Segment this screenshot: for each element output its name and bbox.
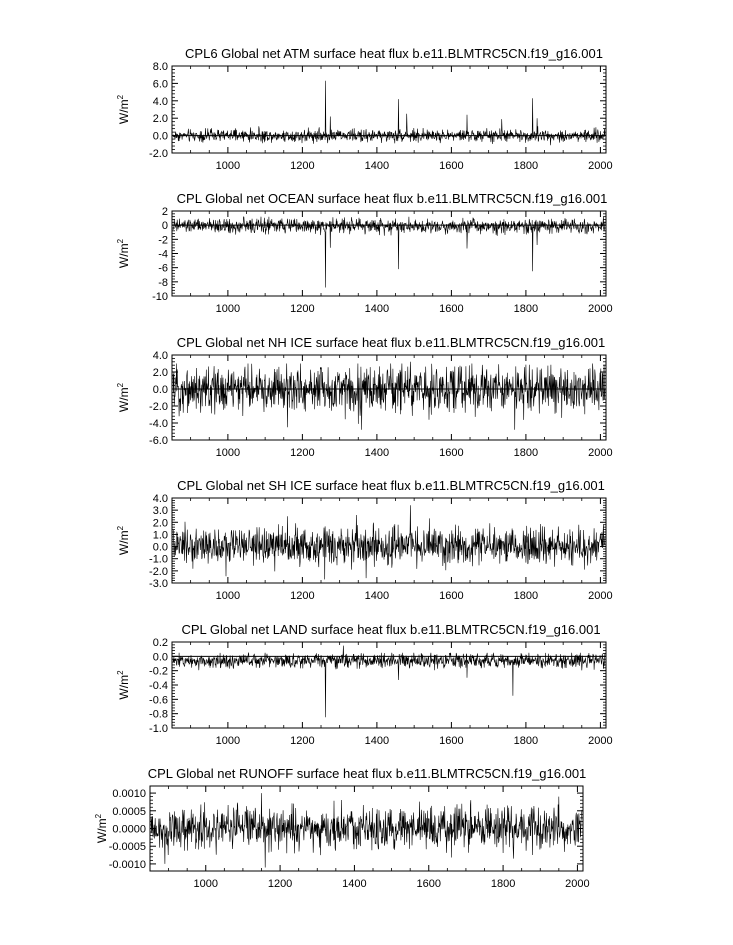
x-tick-label: 1200 <box>290 160 315 172</box>
y-tick-label: -2.0 <box>149 401 168 413</box>
x-tick-label: 1000 <box>215 735 241 747</box>
x-tick-label: 1600 <box>439 160 464 172</box>
panel-nh-ice <box>116 335 613 459</box>
y-tick-label: -0.6 <box>149 694 168 707</box>
y-tick-label: 0.0010 <box>112 788 146 801</box>
y-tick-labels <box>149 493 168 590</box>
x-tick-label: 2000 <box>588 447 613 459</box>
x-tick-label: 2000 <box>588 303 613 315</box>
y-tick-label: -0.2 <box>149 665 168 678</box>
y-tick-label: 4.0 <box>152 493 168 505</box>
x-tick-label: 1800 <box>513 590 539 602</box>
y-tick-label: 8.0 <box>152 61 168 73</box>
x-tick-label: 1400 <box>364 160 390 172</box>
x-tick-label: 1200 <box>290 447 315 459</box>
y-tick-label: 0.0 <box>152 384 168 396</box>
x-tick-label: 1000 <box>215 303 241 315</box>
x-tick-label: 1000 <box>215 160 241 172</box>
panel-title: CPL Global net NH ICE surface heat flux b.e11.BLMTRC5CN.f19_g16.001 <box>176 335 606 350</box>
y-tick-labels <box>149 61 168 160</box>
panel-title: CPL Global net LAND surface heat flux b.e11.BLMTRC5CN.f19_g16.001 <box>181 622 601 637</box>
panel-title: CPL6 Global net ATM surface heat flux b.e11.BLMTRC5CN.f19_g16.001 <box>185 46 603 61</box>
panel-y-label: $W/m^2$ <box>116 382 131 413</box>
x-tick-label: 1000 <box>215 590 241 602</box>
y-tick-label: -1.0 <box>149 553 168 566</box>
y-tick-label: -6 <box>158 262 168 275</box>
x-tick-label: 2000 <box>588 160 613 172</box>
y-tick-labels <box>149 637 168 735</box>
y-tick-label: -2.0 <box>149 565 168 578</box>
y-tick-label: -10 <box>152 291 168 303</box>
y-tick-label: -0.8 <box>149 708 168 721</box>
plot-frame <box>172 642 606 728</box>
panel-y-label: $W/m^2$ <box>116 94 131 125</box>
x-tick-label: 1200 <box>290 590 315 602</box>
x-tick-label: 1800 <box>513 160 539 172</box>
y-tick-label: 2.0 <box>152 113 168 126</box>
series-line <box>173 217 605 288</box>
y-tick-label: -6.0 <box>149 435 168 447</box>
x-tick-label: 1600 <box>439 735 464 747</box>
x-tick-labels <box>194 878 590 890</box>
y-tick-label: 2.0 <box>152 517 168 530</box>
y-tick-label: 0.0000 <box>112 823 146 836</box>
y-tick-label: -8 <box>158 276 168 289</box>
panel-land <box>116 622 613 747</box>
y-tick-labels <box>109 788 146 871</box>
y-tick-label: 2 <box>161 206 168 218</box>
y-tick-label: 6.0 <box>152 78 168 91</box>
y-tick-label: 0.0 <box>152 651 168 664</box>
panel-runoff <box>94 766 590 890</box>
x-tick-label: 1400 <box>364 303 390 315</box>
x-tick-label: 1400 <box>364 447 390 459</box>
y-tick-label: -2 <box>158 234 168 247</box>
x-tick-label: 1600 <box>416 878 441 890</box>
y-tick-label: 0 <box>161 220 168 233</box>
x-tick-label: 1000 <box>215 447 241 459</box>
y-tick-label: 4.0 <box>152 95 168 108</box>
y-tick-label: -4 <box>158 248 168 261</box>
x-tick-label: 2000 <box>565 878 590 890</box>
x-tick-label: 1400 <box>364 590 390 602</box>
x-tick-label: 1800 <box>513 735 539 747</box>
panel-y-label: $W/m^2$ <box>116 670 131 700</box>
x-tick-labels <box>216 447 613 459</box>
x-tick-label: 1800 <box>490 878 516 890</box>
y-tick-label: -4.0 <box>149 418 168 430</box>
panel-y-label: $W/m^2$ <box>116 238 131 269</box>
x-tick-labels <box>216 303 613 315</box>
x-tick-label: 1600 <box>439 590 464 602</box>
panel-ocean <box>116 191 613 315</box>
y-tick-label: 0.0 <box>152 541 168 554</box>
y-tick-labels <box>149 350 168 447</box>
x-tick-label: 1400 <box>342 878 367 890</box>
panel-title: CPL Global net OCEAN surface heat flux b.e11.BLMTRC5CN.f19_g16.001 <box>176 191 608 206</box>
y-tick-labels <box>152 206 168 303</box>
x-tick-label: 1000 <box>193 878 218 890</box>
x-tick-label: 1200 <box>290 303 315 315</box>
series-line <box>151 793 582 867</box>
y-tick-label: 2.0 <box>152 367 168 379</box>
x-tick-label: 2000 <box>588 590 613 602</box>
panel-title: CPL Global net SH ICE surface heat flux b.e11.BLMTRC5CN.f19_g16.001 <box>177 478 605 493</box>
panel-sh-ice <box>116 478 613 602</box>
y-tick-label: 3.0 <box>152 505 168 518</box>
x-tick-label: 1200 <box>290 735 315 747</box>
y-tick-label: -2.0 <box>149 148 168 160</box>
y-tick-label: -1.0 <box>149 723 168 735</box>
x-tick-label: 2000 <box>588 735 613 747</box>
axis-ticks <box>172 642 606 728</box>
y-tick-label: -3.0 <box>149 578 168 590</box>
y-tick-label: -0.0005 <box>108 841 146 854</box>
panel-y-label: $W/m^2$ <box>94 813 109 844</box>
x-tick-label: 1800 <box>513 303 539 315</box>
y-tick-label: -0.4 <box>149 680 168 692</box>
panel-atm <box>116 46 613 172</box>
x-tick-labels <box>216 590 613 602</box>
x-tick-labels <box>216 735 613 747</box>
x-tick-label: 1200 <box>267 878 293 890</box>
y-tick-label: 0.2 <box>152 637 168 649</box>
x-tick-labels <box>216 160 613 172</box>
panel-title: CPL Global net RUNOFF surface heat flux b.e11.BLMTRC5CN.f19_g16.001 <box>147 766 587 781</box>
y-tick-label: -0.0010 <box>108 858 146 871</box>
x-tick-label: 1600 <box>439 303 464 315</box>
x-tick-label: 1600 <box>439 447 464 459</box>
y-tick-label: 1.0 <box>152 529 168 542</box>
x-tick-label: 1800 <box>513 447 539 459</box>
series-line <box>173 362 605 430</box>
axis-ticks <box>172 355 606 440</box>
y-tick-label: 0.0 <box>152 130 168 143</box>
y-tick-label: 0.0005 <box>112 805 146 818</box>
panel-y-label: $W/m^2$ <box>116 525 131 556</box>
series-line <box>173 505 605 579</box>
plot-frame <box>172 355 606 440</box>
y-tick-label: 4.0 <box>152 350 168 362</box>
x-tick-label: 1400 <box>364 735 390 747</box>
